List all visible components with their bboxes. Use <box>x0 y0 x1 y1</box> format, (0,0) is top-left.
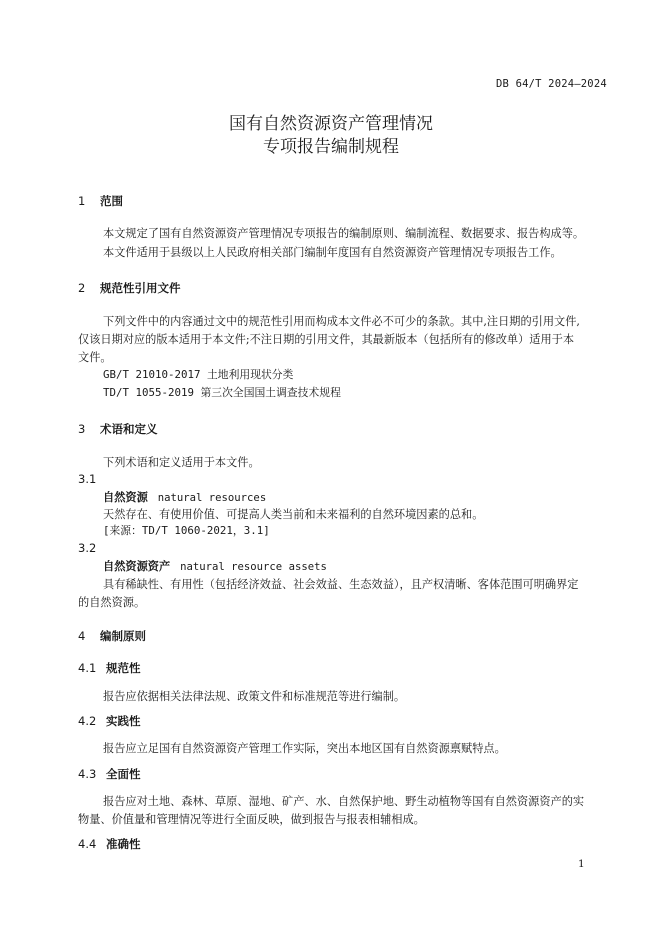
subsection-4-4-title: 准确性 <box>106 837 141 851</box>
section-1-paragraph-1: 本文规定了国有自然资源资产管理情况专项报告的编制原则、编制流程、数据要求、报告构成等。 <box>103 227 585 240</box>
subsection-4-3-text-line-2: 物量、价值量和管理情况等进行全面反映，做到报告与报表相辅相成。 <box>78 813 425 826</box>
subsection-4-1-heading <box>78 660 141 676</box>
subsection-4-4-heading <box>78 836 141 852</box>
reference-gbt-21010: GB/T 21010-2017 土地利用现状分类 <box>103 368 294 381</box>
section-2-paragraph-line-3: 文件。 <box>78 351 112 364</box>
reference-tdt-1055: TD/T 1055-2019 第三次全国国土调查技术规程 <box>103 386 341 399</box>
term-3-1-definition: 天然存在、有使用价值、可提高人类当前和未来福利的自然环境因素的总和。 <box>103 508 484 521</box>
section-2-paragraph-line-1: 下列文件中的内容通过文中的规范性引用而构成本文件必不可少的条款。其中,注日期的引用文件, <box>103 315 580 328</box>
subsection-4-2-text: 报告应立足国有自然资源资产管理工作实际，突出本地区国有自然资源禀赋特点。 <box>103 742 506 755</box>
section-4-title: 编制原则 <box>100 629 146 643</box>
subsection-4-4-number: 4.4 <box>78 837 97 851</box>
document-number: DB 64/T 2024—2024 <box>496 78 607 90</box>
subsection-4-1-number: 4.1 <box>78 661 97 675</box>
section-4-heading <box>78 628 146 644</box>
section-1-paragraph-2: 本文件适用于县级以上人民政府相关部门编制年度国有自然资源资产管理情况专项报告工作。 <box>103 246 562 259</box>
term-3-2-definition-line-1: 具有稀缺性、有用性（包括经济效益、社会效益、生态效益），且产权清晰、客体范围可明确界定 <box>103 578 579 591</box>
subsection-4-3-text-line-1: 报告应对土地、森林、草原、湿地、矿产、水、自然保护地、野生动植物等国有自然资源资产的实 <box>103 795 585 808</box>
term-3-2-definition-line-2: 的自然资源。 <box>78 596 146 609</box>
subsection-4-3-number: 4.3 <box>78 767 97 781</box>
section-1-heading <box>78 193 123 209</box>
section-3-heading <box>78 421 158 437</box>
page-number: 1 <box>578 858 585 870</box>
section-4-number: 4 <box>78 629 86 643</box>
term-3-2-english: natural resource assets <box>180 561 327 573</box>
term-natural-resource-assets <box>103 558 327 574</box>
subsection-4-3-heading <box>78 766 141 782</box>
term-3-1-source: [来源：TD/T 1060-2021，3.1] <box>103 524 270 537</box>
section-2-paragraph-line-2: 仅该日期对应的版本适用于本文件;不注日期的引用文件，其最新版本（包括所有的修改单）适用于本 <box>78 333 575 346</box>
document-title-line1: 国有自然资源资产管理情况 <box>229 114 433 134</box>
section-3-number: 3 <box>78 422 86 436</box>
section-3-title: 术语和定义 <box>100 422 158 436</box>
term-3-1-english: natural resources <box>157 492 267 504</box>
term-natural-resources <box>103 489 266 505</box>
section-1-title: 范围 <box>100 194 123 208</box>
section-1-number: 1 <box>78 194 86 208</box>
document-title-line2: 专项报告编制规程 <box>263 137 399 157</box>
section-2-title: 规范性引用文件 <box>100 281 181 295</box>
term-3-1-number: 3.1 <box>78 472 97 486</box>
subsection-4-2-title: 实践性 <box>106 714 141 728</box>
section-3-intro: 下列术语和定义适用于本文件。 <box>103 456 260 469</box>
subsection-4-2-heading <box>78 713 141 729</box>
subsection-4-1-title: 规范性 <box>106 661 141 675</box>
section-2-heading <box>78 280 181 296</box>
subsection-4-3-title: 全面性 <box>106 767 141 781</box>
section-2-number: 2 <box>78 281 86 295</box>
subsection-4-2-number: 4.2 <box>78 714 97 728</box>
term-3-1-chinese: 自然资源 <box>103 491 148 504</box>
subsection-4-1-text: 报告应依据相关法律法规、政策文件和标准规范等进行编制。 <box>103 690 406 703</box>
term-3-2-number: 3.2 <box>78 541 97 555</box>
term-3-2-chinese: 自然资源资产 <box>103 560 171 573</box>
